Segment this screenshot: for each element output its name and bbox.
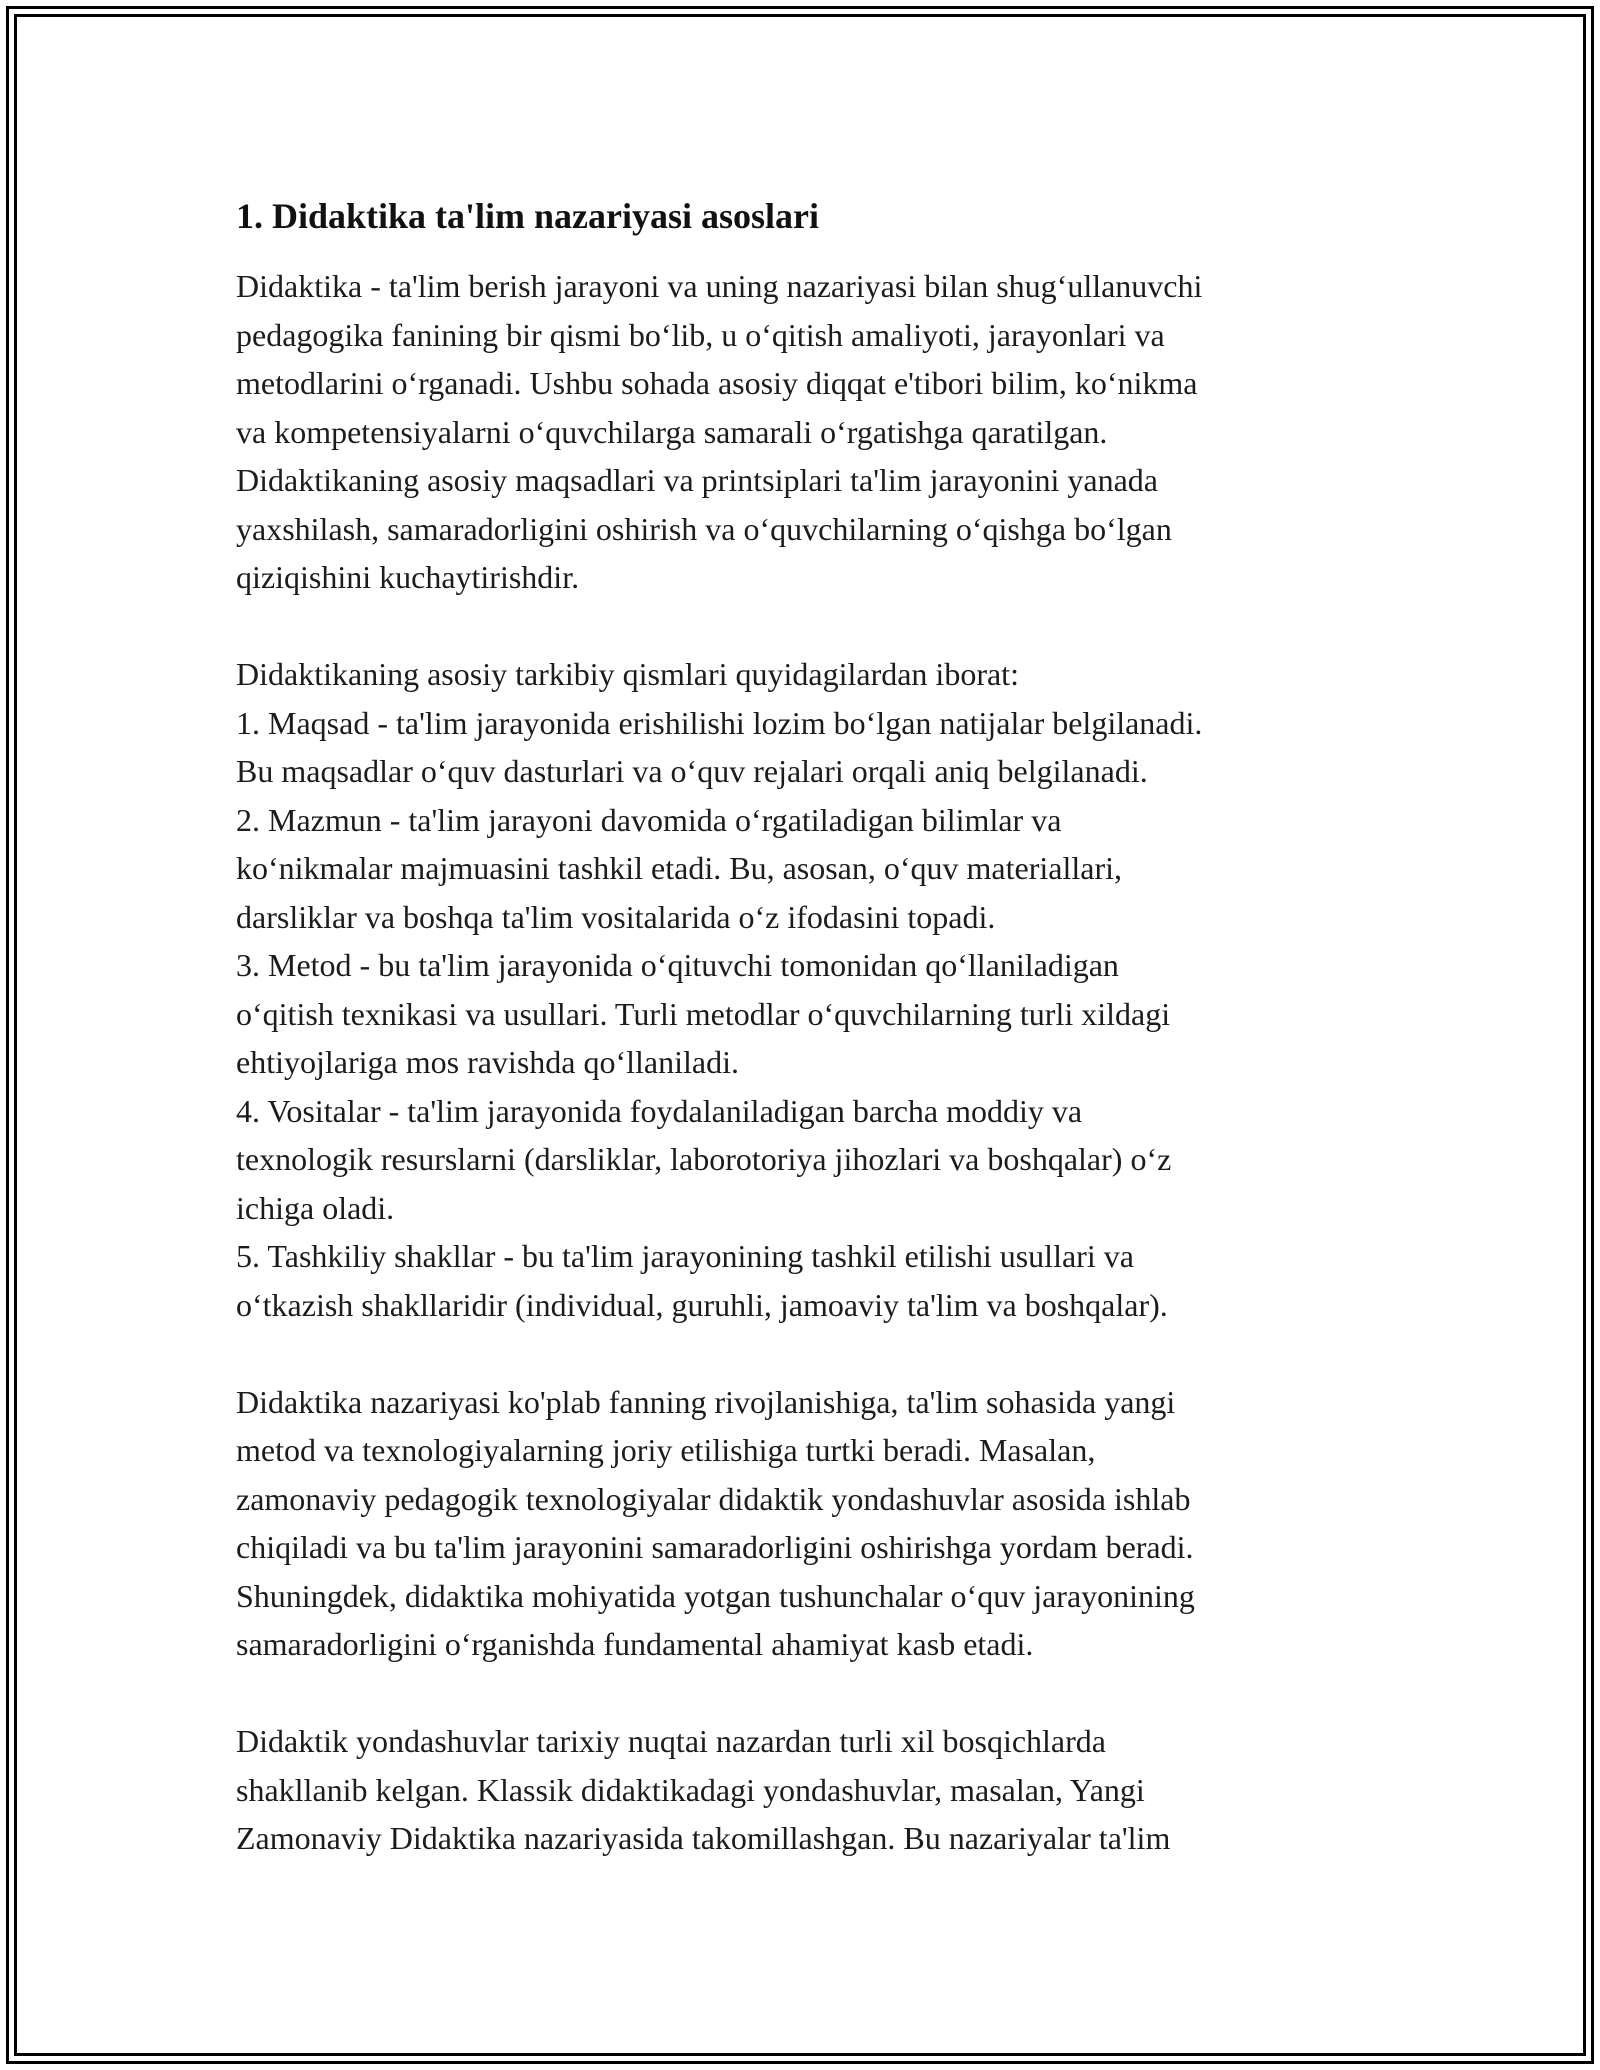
paragraph-theory-impact: Didaktika nazariyasi ko'plab fanning rivojlanishiga, ta'lim sohasida yangi metod va texnologiyalarning joriy etilishiga turtki beradi. Masalan, zamonaviy pedagogik texnologiyalar didaktik yondashuvlar asosida ishlab chiqiladi va bu ta'lim jarayonini samaradorligini oshirishga yordam beradi. Shuningdek, didaktika mohiyatida yotgan tushunchalar o‘quv jarayonining samaradorligini o‘rganishda fundamental ahamiyat kasb etadi.	[236, 1383, 1195, 1662]
paragraph-definition: Didaktika - ta'lim berish jarayoni va uning nazariyasi bilan shug‘ullanuvchi pedagogika fanining bir qismi bo‘lib, u o‘qitish amaliyoti, jarayonlari va metodlarini o‘rganadi. Ushbu sohada asosiy diqqat e'tibori bilim, ko‘nikma va kompetensiyalarni o‘quvchilarga samarali o‘rgatishga qaratilgan. Didaktikaning asosiy maqsadlari va printsiplari ta'lim jarayonini yanada yaxshilash, samaradorligini oshirish va o‘quvchilarning o‘qishga bo‘lgan qiziqishini kuchaytirishdir.	[236, 268, 1203, 595]
document-body	[236, 188, 1366, 1863]
paragraph-historical-approaches: Didaktik yondashuvlar tarixiy nuqtai nazardan turli xil bosqichlarda shakllanib kelgan. Klassik didaktikadagi yondashuvlar, masalan, Yangi Zamonaviy Didaktika nazariyasida takomillashgan. Bu nazariyalar ta'lim	[236, 1723, 1171, 1856]
section-heading: 1. Didaktika ta'lim nazariyasi asoslari	[236, 196, 820, 236]
paragraph-components-list: Didaktikaning asosiy tarkibiy qismlari quyidagilardan iborat: 1. Maqsad - ta'lim jarayonida erishilishi lozim bo‘lgan natijalar belgilanadi. Bu maqsadlar o‘quv dasturlari va o‘quv rejalari orqali aniq belgilanadi. 2. Mazmun - ta'lim jarayoni davomida o‘rgatiladigan bilimlar va ko‘nikmalar majmuasini tashkil etadi. Bu, asosan, o‘quv materiallari, darsliklar va boshqa ta'lim vositalarida o‘z ifodasini topadi. 3. Metod - bu ta'lim jarayonida o‘qituvchi tomonidan qo‘llaniladigan o‘qitish texnikasi va usullari. Turli metodlar o‘quvchilarning turli xildagi ehtiyojlariga mos ravishda qo‘llaniladi. 4. Vositalar - ta'lim jarayonida foydalaniladigan barcha moddiy va texnologik resurslarni (darsliklar, laborotoriya jihozlari va boshqalar) o‘z ichiga oladi. 5. Tashkiliy shakllar - bu ta'lim jarayonining tashkil etilishi usullari va o‘tkazish shakllaridir (individual, guruhli, jamoaviy ta'lim va boshqalar).	[236, 656, 1203, 1323]
